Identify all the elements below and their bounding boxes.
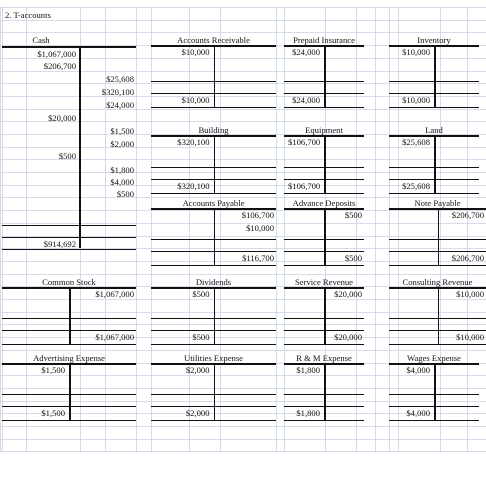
total-rule bbox=[284, 239, 364, 240]
total-rule bbox=[389, 179, 479, 180]
total-rule bbox=[284, 265, 364, 266]
t-account-top-rule bbox=[2, 46, 136, 48]
balance-credit[interactable]: $10,000 bbox=[456, 332, 484, 342]
total-rule bbox=[151, 179, 276, 180]
total-rule bbox=[151, 330, 276, 331]
total-rule bbox=[2, 225, 136, 226]
balance-debit[interactable]: $106,700 bbox=[288, 181, 321, 191]
total-rule bbox=[284, 81, 364, 82]
total-rule bbox=[151, 265, 276, 266]
balance-debit[interactable]: $320,100 bbox=[177, 181, 210, 191]
total-rule bbox=[389, 81, 479, 82]
total-rule bbox=[151, 107, 276, 108]
t-account-title[interactable]: Dividends bbox=[195, 277, 232, 287]
total-rule bbox=[2, 344, 136, 345]
total-rule bbox=[284, 251, 364, 252]
total-rule bbox=[389, 265, 486, 266]
total-rule bbox=[284, 394, 364, 395]
t-account-title[interactable]: Building bbox=[198, 125, 229, 135]
debit-entry[interactable]: $4,000 bbox=[406, 365, 430, 375]
total-rule bbox=[2, 237, 136, 238]
total-rule bbox=[284, 330, 364, 331]
t-account-title[interactable]: Cash bbox=[32, 35, 50, 45]
debit-entry[interactable]: $320,100 bbox=[177, 137, 210, 147]
total-rule bbox=[151, 81, 276, 82]
t-account-title[interactable]: Accounts Payable bbox=[182, 198, 245, 208]
t-account-divider bbox=[324, 363, 326, 420]
credit-entry[interactable]: $320,100 bbox=[101, 87, 134, 97]
total-rule bbox=[389, 394, 479, 395]
t-account-title[interactable]: Prepaid Insurance bbox=[293, 35, 355, 45]
credit-entry[interactable]: $10,000 bbox=[456, 289, 484, 299]
total-rule bbox=[2, 406, 136, 407]
total-rule bbox=[389, 406, 479, 407]
credit-entry[interactable]: $25,608 bbox=[106, 74, 134, 84]
balance-credit[interactable]: $20,000 bbox=[334, 332, 362, 342]
debit-entry[interactable]: $106,700 bbox=[288, 137, 321, 147]
credit-entry[interactable]: $500 bbox=[344, 210, 362, 220]
balance-debit[interactable]: $4,000 bbox=[406, 408, 430, 418]
t-account-divider bbox=[438, 287, 440, 344]
credit-entry[interactable]: $4,000 bbox=[110, 177, 134, 187]
t-account-title[interactable]: Note Payable bbox=[414, 198, 461, 208]
t-account-title[interactable]: Service Revenue bbox=[295, 277, 353, 287]
total-rule bbox=[389, 193, 479, 194]
t-account-divider bbox=[434, 363, 436, 420]
total-rule bbox=[151, 193, 276, 194]
total-rule bbox=[151, 93, 276, 94]
credit-entry[interactable]: $20,000 bbox=[334, 289, 362, 299]
balance-debit[interactable]: $10,000 bbox=[402, 95, 430, 105]
debit-entry[interactable]: $24,000 bbox=[292, 47, 320, 57]
debit-entry[interactable]: $500 bbox=[192, 289, 210, 299]
total-rule bbox=[284, 107, 364, 108]
t-account-title[interactable]: Utilities Expense bbox=[184, 353, 243, 363]
t-account-divider bbox=[69, 287, 71, 344]
debit-entry[interactable]: $10,000 bbox=[402, 47, 430, 57]
t-account-divider bbox=[214, 135, 216, 193]
credit-entry[interactable]: $1,800 bbox=[110, 165, 134, 175]
debit-entry[interactable]: $10,000 bbox=[181, 47, 210, 57]
total-rule bbox=[151, 318, 276, 319]
debit-entry[interactable]: $1,500 bbox=[41, 365, 65, 375]
total-rule bbox=[389, 420, 479, 421]
t-account-title[interactable]: Advertising Expense bbox=[33, 353, 105, 363]
total-rule bbox=[151, 167, 276, 168]
t-account-divider bbox=[324, 208, 326, 265]
t-account-divider bbox=[214, 208, 216, 265]
total-rule bbox=[151, 394, 276, 395]
t-account-title[interactable]: R & M Expense bbox=[296, 353, 352, 363]
debit-entry[interactable]: $1,067,000 bbox=[37, 49, 76, 59]
credit-entry[interactable]: $206,700 bbox=[451, 210, 484, 220]
balance-debit[interactable]: $2,000 bbox=[185, 408, 210, 418]
total-rule bbox=[2, 318, 136, 319]
debit-entry[interactable]: $500 bbox=[58, 151, 76, 161]
total-rule bbox=[151, 251, 276, 252]
credit-entry[interactable]: $10,000 bbox=[246, 222, 274, 233]
total-rule bbox=[389, 93, 479, 94]
balance-debit[interactable]: $10,000 bbox=[181, 95, 210, 105]
t-account-divider bbox=[214, 363, 216, 420]
balance-debit[interactable]: $24,000 bbox=[292, 95, 320, 105]
t-account-divider bbox=[324, 135, 326, 193]
t-account-title[interactable]: Accounts Receivable bbox=[177, 35, 250, 45]
total-rule bbox=[2, 330, 136, 331]
balance-credit[interactable]: $206,700 bbox=[451, 253, 484, 263]
total-rule bbox=[284, 167, 364, 168]
total-rule bbox=[2, 394, 136, 395]
debit-entry[interactable]: $2,000 bbox=[185, 365, 210, 375]
t-account-title[interactable]: Land bbox=[425, 125, 443, 135]
balance-credit[interactable]: $500 bbox=[344, 253, 362, 263]
total-rule bbox=[151, 420, 276, 421]
total-rule bbox=[2, 249, 136, 250]
debit-entry[interactable]: $20,000 bbox=[48, 113, 76, 123]
t-account-divider bbox=[324, 287, 326, 344]
balance-credit[interactable]: $116,700 bbox=[242, 253, 274, 263]
balance-debit[interactable]: $1,800 bbox=[296, 408, 320, 418]
t-account-divider bbox=[214, 287, 216, 344]
credit-entry[interactable]: $1,500 bbox=[110, 126, 134, 136]
total-rule bbox=[151, 239, 276, 240]
t-account-divider bbox=[69, 363, 71, 420]
t-account-divider bbox=[214, 45, 216, 107]
total-rule bbox=[284, 420, 364, 421]
total-rule bbox=[389, 251, 486, 252]
total-rule bbox=[389, 318, 486, 319]
total-rule bbox=[151, 344, 276, 345]
total-rule bbox=[389, 239, 486, 240]
t-account-divider bbox=[434, 45, 436, 107]
total-rule bbox=[151, 406, 276, 407]
debit-entry[interactable]: $1,800 bbox=[296, 365, 320, 375]
balance-debit[interactable]: $1,500 bbox=[41, 408, 65, 418]
t-account-divider bbox=[438, 208, 440, 265]
t-account-title[interactable]: Advance Deposits bbox=[292, 198, 356, 208]
credit-entry[interactable]: $2,000 bbox=[110, 139, 134, 149]
t-account-divider bbox=[79, 46, 81, 248]
t-account-title[interactable]: Inventory bbox=[417, 35, 451, 45]
total-rule bbox=[389, 344, 486, 345]
credit-entry[interactable]: $106,700 bbox=[241, 210, 274, 220]
total-rule bbox=[389, 330, 486, 331]
total-rule bbox=[2, 420, 136, 421]
t-account-divider bbox=[434, 135, 436, 193]
total-rule bbox=[389, 107, 479, 108]
total-rule bbox=[284, 406, 364, 407]
total-rule bbox=[284, 179, 364, 180]
credit-entry[interactable]: $500 bbox=[116, 189, 134, 199]
credit-entry[interactable]: $24,000 bbox=[106, 100, 134, 110]
sheet-title[interactable]: 2. T-accounts bbox=[5, 10, 51, 20]
t-account-divider bbox=[324, 45, 326, 107]
t-account-title[interactable]: Equipment bbox=[305, 125, 343, 135]
balance-debit[interactable]: $914,692 bbox=[43, 239, 76, 249]
credit-entry[interactable]: $1,067,000 bbox=[95, 289, 134, 299]
balance-debit[interactable]: $500 bbox=[192, 332, 210, 342]
balance-debit[interactable]: $25,608 bbox=[402, 181, 430, 191]
t-account-title[interactable]: Wages Expense bbox=[407, 353, 461, 363]
t-account-title[interactable]: Consulting Revenue bbox=[402, 277, 473, 287]
total-rule bbox=[284, 93, 364, 94]
debit-entry[interactable]: $25,608 bbox=[402, 137, 430, 147]
total-rule bbox=[284, 344, 364, 345]
total-rule bbox=[284, 318, 364, 319]
balance-credit[interactable]: $1,067,000 bbox=[95, 332, 134, 342]
t-account-title[interactable]: Common Stock bbox=[42, 277, 96, 287]
debit-entry[interactable]: $206,700 bbox=[43, 61, 76, 71]
total-rule bbox=[389, 167, 479, 168]
total-rule bbox=[284, 193, 364, 194]
